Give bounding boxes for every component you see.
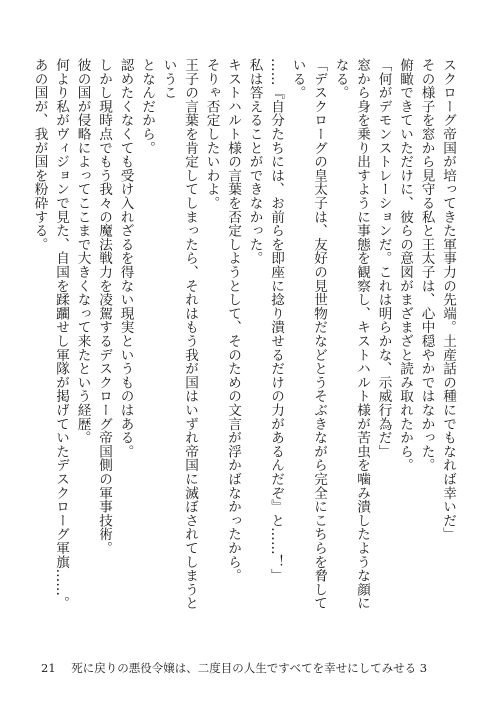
text-line: 俯瞰できていただけに、彼らの意図がまざまざと読み取れたから。 [397,58,413,472]
text-line: 認めたくなくても受け入れざるを得ない現実というものはある。 [117,58,134,459]
text-line: そりゃ否定したいわよ。 [203,58,220,210]
page-footer [41,660,427,676]
text-line: その様子を窓から見守る私と王太子は、心中穏やかではなかった。 [418,58,435,472]
text-line: 私は答えることができなかった。 [246,58,263,265]
text-line: 何より私がヴィジョンで見た、自国を蹂躙せし軍隊が掲げていたデスクローグ軍旗……。 [53,58,69,610]
text-line: 王子の言葉を肯定してしまったら、それはもう我が国はいずれ帝国に滅ぼされてしまうというこ [160,58,198,610]
text-line: 窓から身を乗り出すように事態を観察し、キストハルト様が苦虫を噛み潰したような顔になる。 [332,58,370,610]
vertical-text-block [31,58,458,610]
text-line: ……『自分たちには、お前らを即座に捻り潰せるだけの力があるんだぞ』と……！」 [268,58,284,583]
text-line: 「何がデモンストレーションだ。これは明らかな、示威行為だ」 [375,58,392,459]
text-line: しかし現時点でもう我々の魔法戦力を凌駕するデスクローグ帝国側の軍事技術。 [96,58,112,555]
text-line: となんだから。 [139,58,155,155]
running-title: 死に戻りの悪役令嬢は、二度目の人生ですべてを幸せにしてみせる 3 [71,661,428,675]
text-line: 「デスクローグの皇太子は、友好の見世物だなどとうそぶきながら完全にこちらを脅している。 [289,58,327,610]
page-number: 21 [41,661,56,675]
text-line: キストハルト様の言葉を否定しようとして、そのための文言が浮かばなかったから。 [225,58,241,583]
text-line: 彼の国が侵略によってここまで大きくなって来たという経歴。 [74,58,91,445]
text-line: スクローグ帝国が培ってきた軍事力の先端。土産話の種にでもなれば幸いだ」 [440,58,456,541]
text-line: あの国が、我が国を粉砕する。 [31,58,48,252]
